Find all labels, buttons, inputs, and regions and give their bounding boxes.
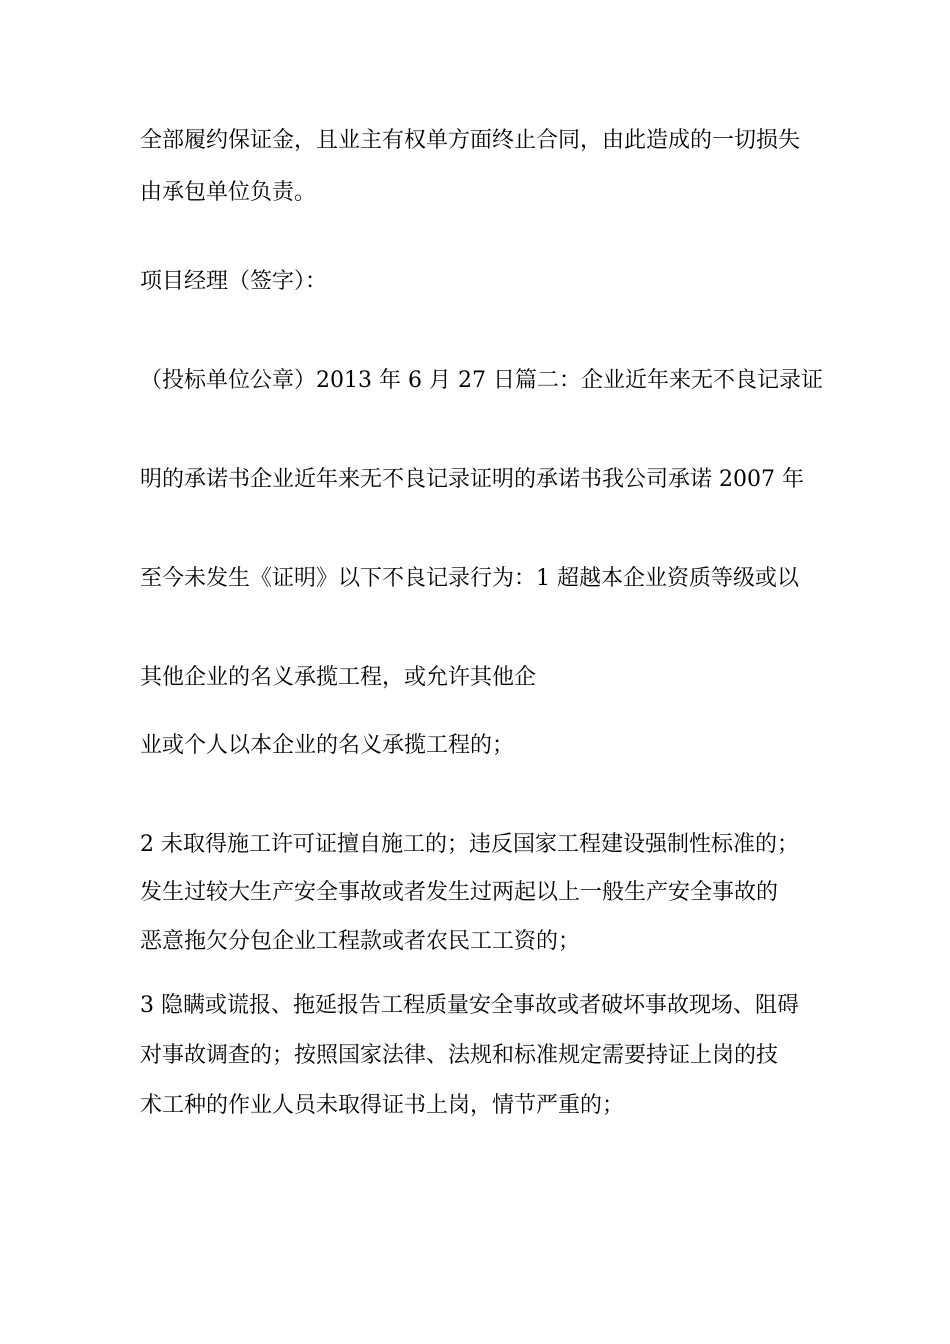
text-line: 发生过较大生产安全事故或者发生过两起以上一般生产安全事故的 <box>140 880 779 905</box>
text-line: 3 隐瞒或谎报、拖延报告工程质量安全事故或者破坏事故现场、阻碍 <box>140 993 799 1018</box>
text-line: 全部履约保证金，且业主有权单方面终止合同，由此造成的一切损失 <box>140 128 801 153</box>
text-line: 术工种的作业人员未取得证书上岗，情节严重的； <box>140 1093 625 1118</box>
text-line: 项目经理（签字）： <box>140 269 328 294</box>
text-line: 其他企业的名义承揽工程，或允许其他企 <box>140 665 537 690</box>
text-line: 由承包单位负责。 <box>140 180 317 205</box>
text-line: 2 未取得施工许可证擅自施工的；违反国家工程建设强制性标准的； <box>140 832 799 857</box>
text-line: 明的承诺书企业近年来无不良记录证明的承诺书我公司承诺 2007 年 <box>140 467 804 492</box>
text-line: （投标单位公章）2013 年 6 月 27 日篇二：企业近年来无不良记录证 <box>140 368 823 393</box>
text-line: 对事故调查的；按照国家法律、法规和标准规定需要持证上岗的技 <box>140 1043 779 1068</box>
text-line: 恶意拖欠分包企业工程款或者农民工工资的； <box>140 929 581 954</box>
text-line: 业或个人以本企业的名义承揽工程的； <box>140 733 515 758</box>
text-line: 至今未发生《证明》以下不良记录行为：1 超越本企业资质等级或以 <box>140 566 799 591</box>
